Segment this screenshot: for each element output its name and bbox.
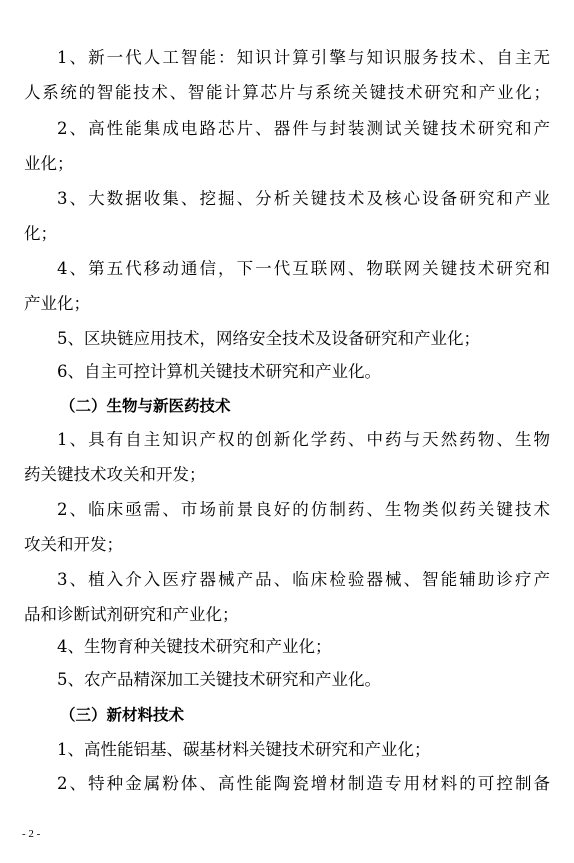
paragraph-line: 1、高性能铝基、碳基材料关键技术研究和产业化； [57, 740, 431, 759]
paragraph-line: 2、临床亟需、市场前景良好的仿制药、生物类似药关键技术 [57, 500, 550, 519]
paragraph-line: 药关键技术攻关和开发； [24, 465, 206, 484]
paragraph-line: 4、生物育种关键技术研究和产业化； [57, 637, 332, 656]
section-heading: （二）生物与新医药技术 [60, 397, 231, 415]
paragraph-line: 2、特种金属粉体、高性能陶瓷增材制造专用材料的可控制备 [57, 774, 550, 793]
paragraph-line: 1、具有自主知识产权的创新化学药、中药与天然药物、生物 [57, 430, 550, 449]
paragraph-line: 5、区块链应用技术，网络安全技术及设备研究和产业化； [57, 329, 480, 348]
paragraph-line: 3、植入介入医疗器械产品、临床检验器械、智能辅助诊疗产 [57, 570, 550, 589]
paragraph-line: 5、农产品精深加工关键技术研究和产业化。 [57, 670, 381, 689]
paragraph-line: 1、新一代人工智能：知识计算引擎与知识服务技术、自主无 [57, 48, 550, 67]
paragraph-line: 品和诊断试剂研究和产业化； [24, 605, 239, 624]
section-heading: （三）新材料技术 [60, 706, 185, 724]
paragraph-line: 产业化； [24, 294, 90, 313]
paragraph-line: 6、自主可控计算机关键技术研究和产业化。 [57, 362, 381, 381]
paragraph-line: 4、第五代移动通信，下一代互联网、物联网关键技术研究和 [57, 259, 550, 278]
paragraph-line: 业化； [24, 154, 74, 173]
paragraph-line: 攻关和开发； [24, 535, 123, 554]
paragraph-line: 人系统的智能技术、智能计算芯片与系统关键技术研究和产业化； [24, 83, 550, 102]
paragraph-line: 3、大数据收集、挖掘、分析关键技术及核心设备研究和产业 [57, 189, 550, 208]
paragraph-line: 2、高性能集成电路芯片、器件与封装测试关键技术研究和产 [57, 119, 550, 138]
page-number: - 2 - [22, 828, 41, 840]
paragraph-line: 化； [24, 224, 57, 243]
